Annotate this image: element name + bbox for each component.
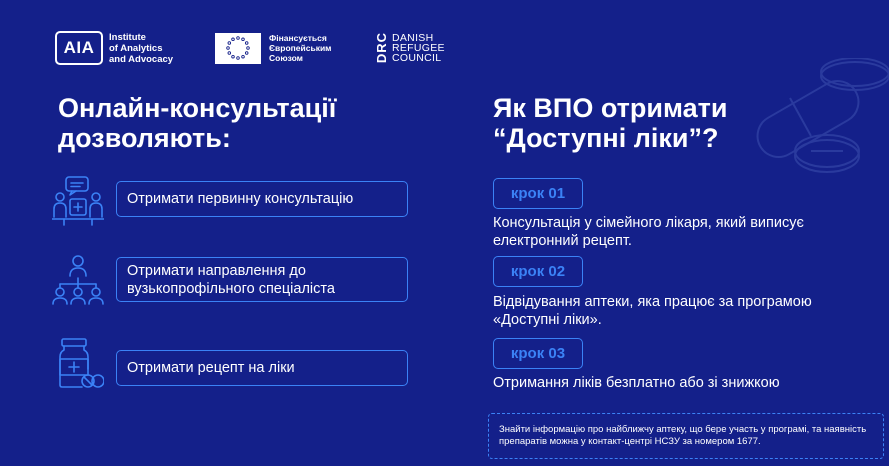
consult-item-prescription xyxy=(116,350,408,386)
specialist-referral-icon xyxy=(52,254,104,306)
eu-logo-text: Фінансується Європейським Союзом xyxy=(269,33,332,63)
consult-item-label: Отримати первинну консультацію xyxy=(127,191,354,207)
aia-logo-mark: AIA xyxy=(55,31,103,65)
step-text-3: Отримання ліків безплатно або зі знижкою xyxy=(493,375,780,391)
right-title: Як ВПО отримати “Доступні ліки”? xyxy=(493,93,728,153)
left-title: Онлайн-консультації дозволяють: xyxy=(58,93,337,153)
aia-logo-text: Institute of Analytics and Advocacy xyxy=(109,31,174,65)
step-badge-3: крок 03 xyxy=(493,338,583,369)
drc-logo-text: DANISH REFUGEE COUNCIL xyxy=(392,31,445,64)
step-badge-1: крок 01 xyxy=(493,178,583,209)
consult-item-referral xyxy=(116,257,408,302)
drc-logo xyxy=(375,32,445,63)
step-text-1: Консультація у сімейного лікаря, який виписує електронний рецепт. xyxy=(493,215,804,249)
consult-item-label: Отримати направлення до вузькопрофільного спеціаліста xyxy=(127,262,335,297)
pharmacy-info-note xyxy=(488,413,884,459)
doctor-consultation-icon xyxy=(52,175,104,227)
consult-item-primary xyxy=(116,181,408,217)
logos-row xyxy=(55,28,445,68)
consult-item-label: Отримати рецепт на ліки xyxy=(127,360,295,376)
drc-logo-mark: DRC xyxy=(374,32,389,64)
aia-logo xyxy=(55,31,189,65)
step-text-2: Відвідування аптеки, яка працює за програмою «Доступні ліки». xyxy=(493,294,812,328)
eu-logo xyxy=(215,33,355,64)
note-text: Знайти інформацію про найближчу аптеку, що бере участь у програмі, та наявність препаратів можна у контакт-центрі НСЗУ за номером 1677. xyxy=(499,424,867,447)
medicine-bottle-icon xyxy=(52,337,104,389)
step-badge-2: крок 02 xyxy=(493,256,583,287)
eu-flag-icon xyxy=(215,33,261,64)
